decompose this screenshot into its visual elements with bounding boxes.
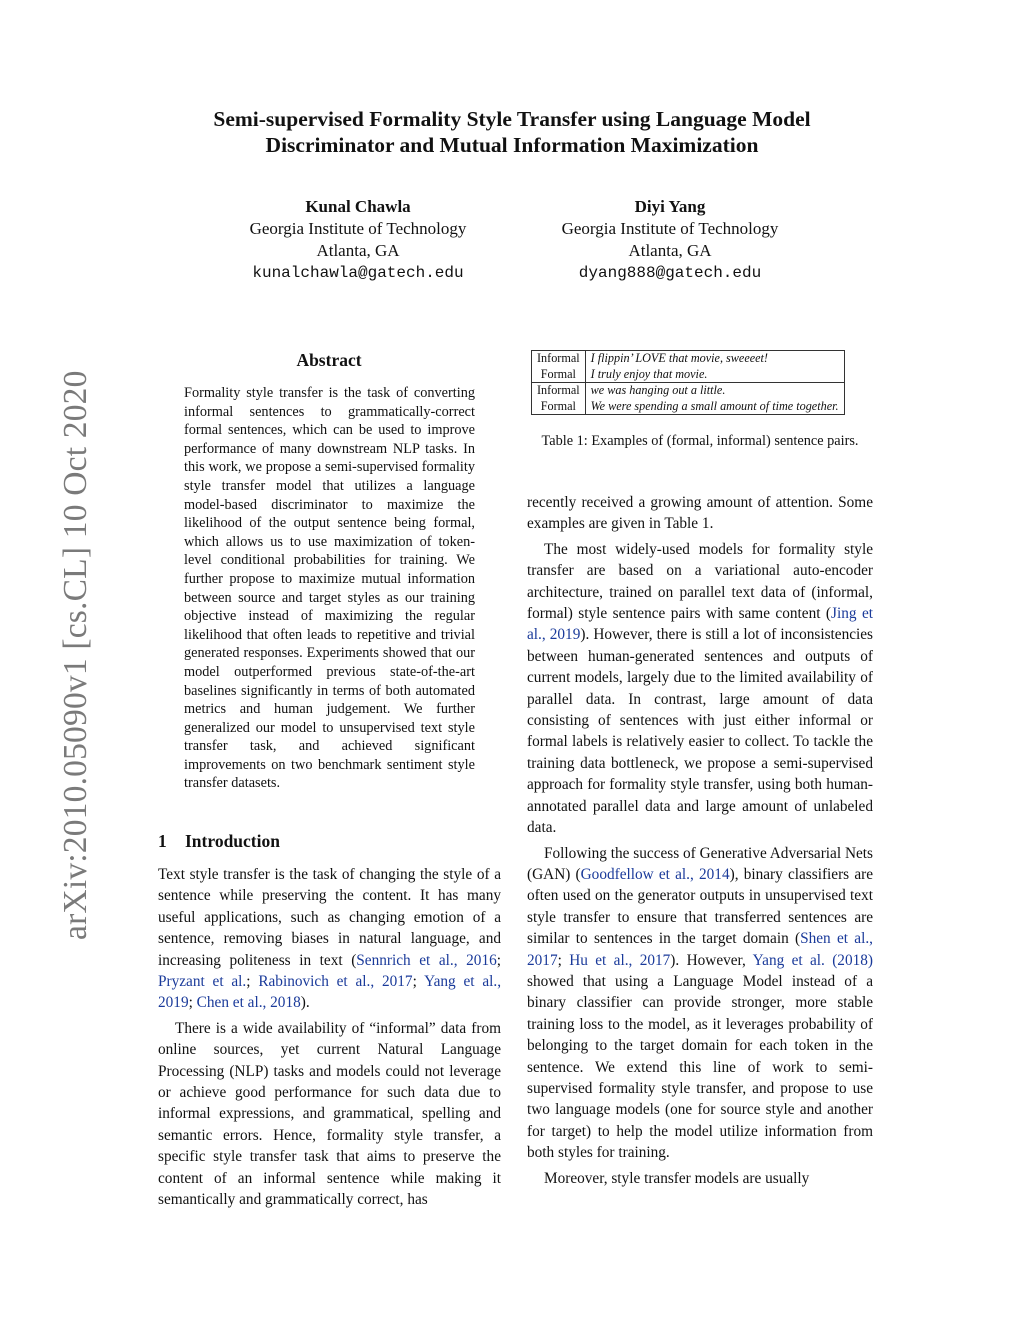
abstract-heading: Abstract (296, 350, 362, 370)
table-cell-sentence: I flippin’ LOVE that movie, sweeeet! (585, 351, 844, 367)
table-caption: Table 1: Examples of (formal, informal) sentence pairs. (541, 433, 859, 449)
citation-link[interactable]: Hu et al., 2017 (569, 951, 671, 969)
separator: ; (188, 994, 197, 1012)
separator: ; (496, 951, 501, 969)
table-cell-label: Formal (532, 399, 586, 415)
section-number: 1 (158, 831, 167, 851)
title-line-1: Semi-supervised Formality Style Transfer using Language Model (213, 107, 811, 131)
example-table (531, 350, 845, 415)
separator: ; (557, 951, 570, 969)
paragraph-text: ). However, (670, 951, 753, 969)
table-cell-label: Informal (532, 351, 586, 367)
author-location: Atlanta, GA (628, 241, 712, 260)
separator: ; (246, 973, 259, 991)
author-block-1 (208, 196, 508, 284)
intro-paragraph-2: There is a wide availability of “informal” data from online sources, yet current Natural Language Processing (NLP) tasks and models could not leverage or achieve good performance for such data due to informal expressions, and grammatical, spelling and semantic errors. Hence, formality style transfer, a specific style transfer task that aims to preserve the content of an informal sentence while making it semantically and grammatically correct, has (158, 1019, 501, 1209)
paper-title (0, 106, 1024, 158)
section-title: Introduction (185, 831, 280, 851)
citation-link[interactable]: Sennrich et al., 2016 (356, 951, 497, 969)
author-name: Diyi Yang (634, 197, 706, 216)
table-cell-label: Informal (532, 383, 586, 399)
table-row (532, 367, 845, 383)
paragraph-text: Following the success of Generative Adversarial Nets (GAN) ( (527, 844, 873, 883)
left-column (158, 864, 501, 1215)
author-location: Atlanta, GA (316, 241, 400, 260)
table-row (532, 351, 845, 367)
paragraph-text: ). However, there is still a lot of inconsistencies between human-generated sentences and outputs of current models, largely due to the limited availability of parallel data. In contrast, large amount of data consisting of sentences with just either informal or formal labels is relatively easier to collect. To tackle the training data bottleneck, we propose a semi-supervised approach for formality style transfer, using both human-annotated parallel data and large amount of unlabeled data. (527, 626, 873, 837)
arxiv-identifier: arXiv:2010.05090v1 [cs.CL] 10 Oct 2020 (57, 370, 94, 940)
section-heading (158, 831, 280, 852)
abstract-text: Formality style transfer is the task of converting informal sentences to grammatically-correct formal sentences, which can be used to improve performance of many downstream NLP tasks. In this work, we propose a semi-supervised formality style transfer model that utilizes a language model-based discriminator to maximize the likelihood of the output sentence being formal, which allows us to use maximization of token-level conditional probabilities for training. We further propose to maximize mutual information between source and target styles as our training objective instead of maximizing the regular likelihood that often leads to repetitive and trivial generated responses. Experiments showed that our model outperformed previous state-of-the-art baselines significantly in terms of both automated metrics and human judgement. We further generalized our model to unsupervised text style transfer task, and achieved significant improvements on two benchmark sentiment style transfer datasets. (184, 385, 475, 792)
table-cell-sentence: we was hanging out a little. (585, 383, 844, 399)
table-cell-sentence: We were spending a small amount of time together. (585, 399, 844, 415)
citation-link[interactable]: Pryzant et al. (158, 973, 247, 991)
right-paragraph-4: Moreover, style transfer models are usually (544, 1169, 810, 1187)
paragraph-text: Text style transfer is the task of changing the style of a sentence while preserving the content. It has many useful applications, such as changing emotion of a sentence, removing biases in natural language, and increasing politeness in text ( (158, 866, 501, 969)
separator: ; (412, 973, 425, 991)
citation-link[interactable]: Jing et al., 2019 (527, 605, 873, 644)
citation-link[interactable]: Chen et al., 2018 (196, 994, 301, 1012)
citation-link[interactable]: Yang et al., 2019 (158, 973, 502, 1012)
table-cell-sentence: I truly enjoy that movie. (585, 367, 844, 383)
author-name: Kunal Chawla (305, 197, 411, 216)
table-cell-label: Formal (532, 367, 586, 383)
paragraph-text: ), binary classifiers are often used on the generator outputs in unsupervised text style transfer to ensure that transferred sentences are similar to sentences in the target domain ( (527, 865, 873, 948)
right-paragraph-1: recently received a growing amount of attention. Some examples are given in Table 1. (527, 494, 873, 533)
citation-link[interactable]: Rabinovich et al., 2017 (258, 973, 413, 991)
table-row (532, 399, 845, 415)
citation-link[interactable]: Yang et al. (2018) (752, 951, 873, 969)
paragraph-text: The most widely-used models for formality style transfer are based on a variational auto-encoder architecture, trained on parallel text data of (informal, formal) style sentence pairs with same content ( (527, 540, 873, 623)
author-affiliation: Georgia Institute of Technology (561, 219, 779, 238)
citation-link[interactable]: Goodfellow et al., 2014 (580, 865, 730, 883)
table-row (532, 383, 845, 399)
author-email[interactable]: kunalchawla@gatech.edu (252, 264, 464, 282)
author-affiliation: Georgia Institute of Technology (249, 219, 467, 238)
author-email[interactable]: dyang888@gatech.edu (578, 264, 762, 282)
title-line-2: Discriminator and Mutual Information Maximization (265, 133, 759, 157)
right-paragraph-2 (527, 539, 873, 839)
paragraph-text: ). (300, 994, 310, 1012)
right-paragraph-3 (527, 843, 873, 1164)
citation-link[interactable]: Shen et al., 2017 (527, 930, 873, 969)
intro-paragraph-1 (158, 864, 501, 1014)
paragraph-text: showed that using a Language Model instead of a binary classifier can provide stronger, more stable training loss to the model, as it leverages probability of belonging to the target domain for each token in the sentence. We extend this line of work to semi-supervised formality style transfer, and propose to use two language models (one for source style and another for target) to help the model utilize information from both styles for training. (527, 972, 873, 1162)
author-block-2 (520, 196, 820, 284)
right-column (527, 492, 873, 1193)
